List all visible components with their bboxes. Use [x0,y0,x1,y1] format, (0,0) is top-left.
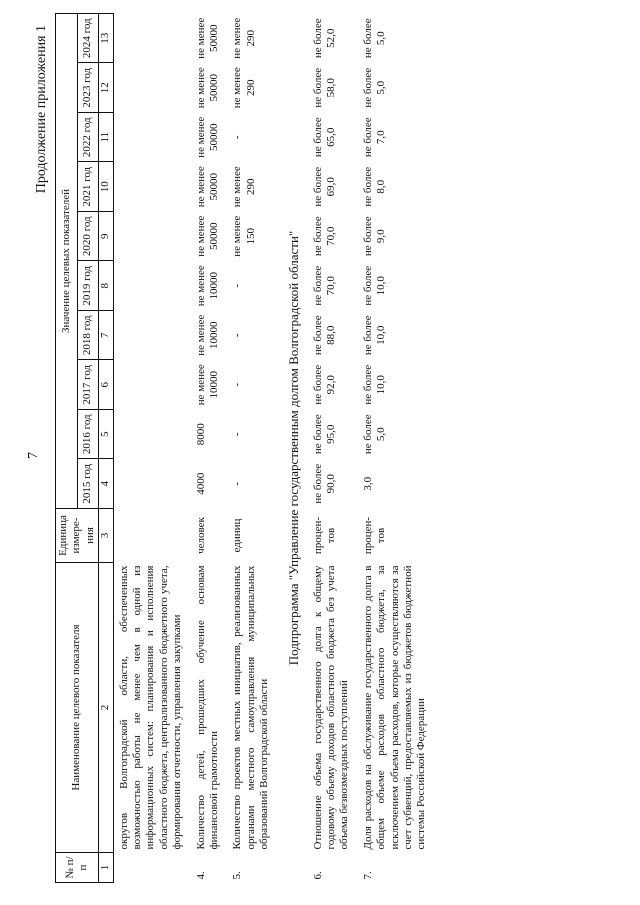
value-cell: не более 92,0 [311,364,337,405]
value-cell: не более 88,0 [311,315,337,356]
value-cell: не более 65,0 [311,117,337,158]
table-row [227,14,277,883]
value-cell: не более 5,0 [361,67,388,108]
column-number: 7 [99,311,113,361]
header-year: 2017 год [77,360,99,410]
header-year: 2016 год [77,410,99,460]
table-row [191,14,228,883]
column-number: 4 [99,459,113,509]
value-cell: не менее 50000 [194,116,221,158]
header-num: № п/п [56,853,99,883]
header-name: Наименование целевого показателя [56,563,99,853]
row-number: 6. [311,871,324,880]
value-cell: - [231,135,244,140]
indicator-name: Доля расходов на обслуживание государственного долга в общем объеме расходов областного бюджета, за исключением объема расходов, которые осуществляются за счет субвенций, предоставляемых из бюджетов бюджетной системы Российской Федерации [361,565,428,850]
table-row [358,14,435,883]
value-cell: - [231,333,244,338]
value-cell: не более 10,0 [361,364,388,405]
value-cell: не более 10,0 [361,315,388,356]
value-cell: не более 7,0 [361,117,388,158]
column-number: 8 [99,261,113,311]
value-cell: не менее 150 [231,215,257,257]
subprogram-title: Подпрограмма "Управление государственным долгом Волгоградской области" [285,230,301,666]
value-cell: - [231,382,244,387]
value-cell: - [231,283,244,288]
value-cell: не менее 10000 [194,265,221,307]
value-cell: не более 70,0 [311,216,337,257]
unit-cell: процен-тов [311,516,337,555]
column-number: 9 [99,212,113,262]
indicators-table-wrap [55,13,435,883]
header-year: 2019 год [77,261,99,311]
value-cell: - [231,481,244,486]
subprogram-row [278,14,308,883]
value-cell: не более 52,0 [311,18,337,59]
header-values-group: Значение целевых показателей [56,14,78,509]
value-cell: не менее 50000 [194,215,221,257]
value-cell: не более 69,0 [311,166,337,207]
value-cell: - [231,432,244,437]
value-cell: не менее 10000 [194,364,221,406]
indicator-name: Количество проектов местных инициатив, реализованных органами местного самоуправления муниципальных образований Волгоградской области [231,565,271,850]
continuation-label: Продолжение приложения 1 [34,25,49,194]
header-year: 2023 год [77,63,99,113]
indicator-name: Количество детей, прошедших обучение основам финансовой грамотности [194,565,221,850]
column-number: 12 [99,63,113,113]
value-cell: не менее 50000 [194,67,221,109]
value-cell: не более 9,0 [361,216,388,257]
column-number: 5 [99,410,113,460]
column-number: 2 [99,563,113,853]
value-cell: не более 8,0 [361,166,388,207]
column-number: 3 [99,509,113,563]
value-cell: 8000 [194,423,207,446]
value-cell: 4000 [194,472,207,495]
table-row-continued [113,14,191,883]
page-number: 7 [26,452,41,459]
value-cell: не более 58,0 [311,67,337,108]
value-cell: не менее 290 [231,17,257,59]
value-cell: не более 5,0 [361,18,388,59]
value-cell: не менее 290 [231,166,257,208]
header-year: 2015 год [77,459,99,509]
indicator-name: Отношение объема государственного долга к общему годовому объему доходов областного бюджета без учета объема безвозмездных поступлений [311,565,351,850]
header-year: 2021 год [77,162,99,212]
header-year: 2022 год [77,113,99,163]
value-cell: не более 70,0 [311,265,337,306]
column-number: 13 [99,14,113,64]
row-number: 5. [231,871,244,880]
column-number: 10 [99,162,113,212]
value-cell: не менее 10000 [194,314,221,356]
header-year: 2018 год [77,311,99,361]
column-number: 11 [99,113,113,163]
indicators-table [55,13,435,883]
value-cell: не более 90,0 [311,463,337,504]
row-number: 7. [361,871,374,880]
value-cell: не менее 50000 [194,166,221,208]
value-cell: не более 95,0 [311,414,337,455]
value-cell: 3,0 [361,476,374,491]
header-year: 2024 год [77,14,99,64]
value-cell: не более 5,0 [361,414,388,455]
header-unit: Единица измере-ния [56,509,99,563]
value-cell: не менее 290 [231,67,257,109]
unit-cell: человек [194,517,207,554]
column-number: 1 [99,853,113,883]
column-numbers-row [99,14,113,883]
column-number: 6 [99,360,113,410]
table-row [308,14,358,883]
unit-cell: единиц [231,518,244,553]
header-year: 2020 год [77,212,99,262]
value-cell: не менее 50000 [194,17,221,59]
unit-cell: процен-тов [361,516,388,555]
continued-name: округов Волгоградской области, обеспеченных возможностью работы не менее чем в одной из информационных систем: планирования и исполнения областного бюджета, централизованного бюджетного учета, формирования отчетности, управления закупками [117,565,184,850]
value-cell: не более 10,0 [361,265,388,306]
row-number: 4. [194,871,207,880]
